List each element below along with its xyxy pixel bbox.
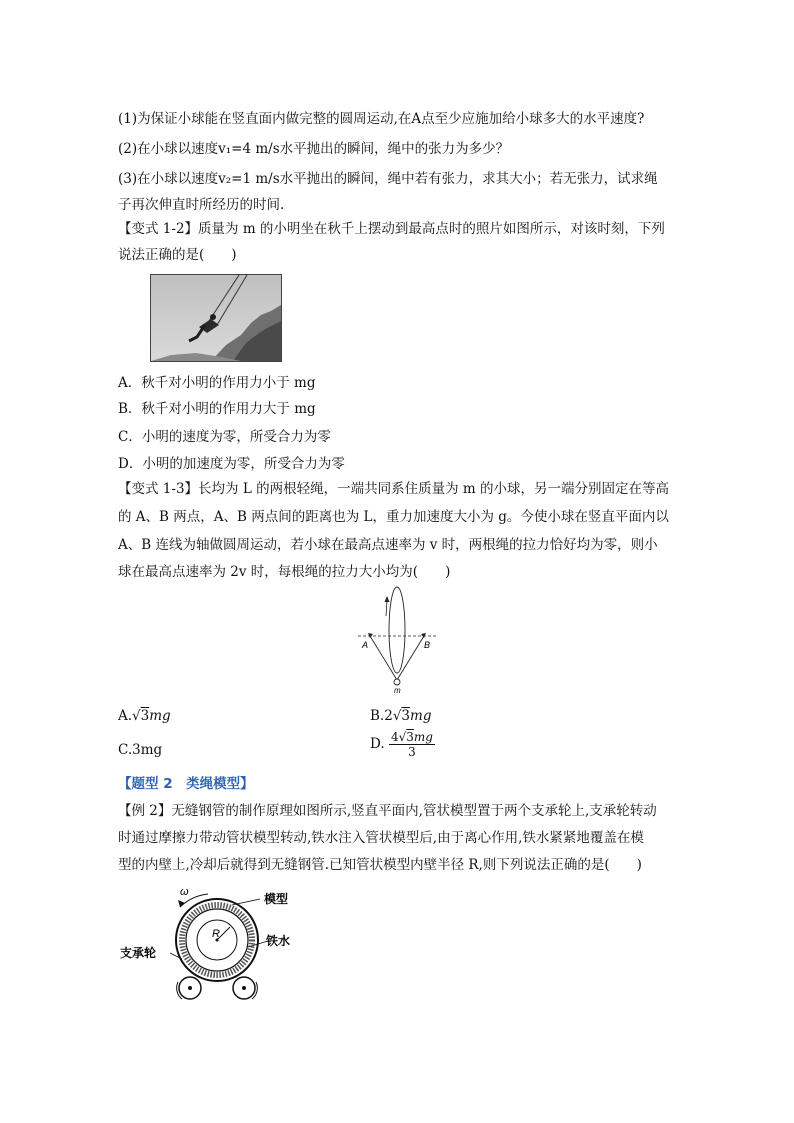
ball bbox=[394, 679, 400, 685]
label-b: B bbox=[424, 640, 431, 650]
variant-1-2-option-d: D．小明的加速度为零，所受合力为零 bbox=[118, 456, 345, 472]
example-2-stem-line-1: 【例 2】无缝钢管的制作原理如图所示,竖直平面内,管状模型置于两个支承轮上,支承轮转动 bbox=[118, 803, 657, 819]
seamless-pipe-diagram bbox=[120, 885, 310, 1005]
option-a-root: 3 bbox=[140, 708, 150, 724]
section-title: 【题型 2 类绳模型】 bbox=[118, 776, 254, 792]
variant-1-2-stem-line-2: 说法正确的是( ) bbox=[118, 247, 237, 263]
anchor-b bbox=[421, 633, 426, 638]
molten-iron-label: 铁水 bbox=[266, 934, 291, 948]
rope-circle-diagram bbox=[352, 586, 442, 696]
option-a-suffix: mg bbox=[149, 708, 171, 724]
velocity-arrowhead bbox=[385, 596, 390, 602]
option-b-prefix: B.2 bbox=[370, 708, 393, 724]
velocity-arrow bbox=[386, 600, 387, 616]
variant-1-2-option-b: B．秋千对小明的作用力大于 mg bbox=[118, 401, 316, 417]
variant-1-3-stem-line-3: A、B 连线为轴做圆周运动，若小球在最高点速率为 v 时，两根绳的拉力恰好均为零，则小 bbox=[118, 537, 658, 553]
option-d-prefix: D. bbox=[370, 736, 385, 752]
variant-1-3-stem-line-4: 球在最高点速率为 2v 时，每根绳的拉力大小均为( ) bbox=[118, 564, 451, 580]
variant-1-2-option-a: A．秋千对小明的作用力小于 mg bbox=[118, 375, 316, 391]
question-part-1: (1)为保证小球能在竖直面内做完整的圆周运动,在A点至少应施加给小球多大的水平速度? bbox=[118, 111, 645, 127]
variant-1-2-stem-line-1: 【变式 1-2】质量为 m 的小明坐在秋千上摆动到最高点时的照片如图所示，对该时刻，下列 bbox=[118, 221, 665, 237]
radius-label: R bbox=[212, 928, 220, 940]
sqrt-sign: √ bbox=[392, 708, 402, 724]
label-m: m bbox=[394, 686, 401, 695]
model-label: 模型 bbox=[264, 892, 289, 906]
omega-label: ω bbox=[180, 886, 189, 898]
option-d-root: 3 bbox=[406, 730, 414, 744]
option-d-denominator: 3 bbox=[408, 745, 416, 759]
variant-1-3-option-d bbox=[370, 730, 435, 759]
example-2-stem-line-2: 时通过摩擦力带动管状模型转动,铁水注入管状模型后,由于离心作用,铁水紧紧地覆盖在模 bbox=[118, 830, 644, 846]
option-d-num-suffix: mg bbox=[413, 730, 433, 744]
example-2-stem-line-3: 型的内壁上,冷却后就得到无缝钢管.已知管状模型内壁半径 R,则下列说法正确的是( ) bbox=[118, 857, 642, 873]
question-part-2: (2)在小球以速度v₁=4 m/s水平抛出的瞬间，绳中的张力为多少？ bbox=[118, 141, 510, 157]
variant-1-2-option-c: C．小明的速度为零，所受合力为零 bbox=[118, 429, 331, 445]
sqrt-sign: √ bbox=[132, 708, 141, 724]
anchor-a bbox=[368, 633, 373, 638]
variant-1-3-stem-line-1: 【变式 1-3】长均为 L 的两根轻绳，一端共同系住质量为 m 的小球，另一端分别固定在等高 bbox=[118, 481, 669, 497]
option-b-root: 3 bbox=[401, 708, 411, 724]
label-a: A bbox=[362, 640, 369, 650]
support-wheel-label: 支承轮 bbox=[120, 946, 157, 960]
variant-1-3-stem-line-2: 的 A、B 两点，A、B 两点间的距离也为 L，重力加速度大小为 g。今使小球在竖直平面内以 bbox=[118, 509, 669, 525]
swing-photo-image bbox=[151, 275, 281, 361]
option-b-suffix: mg bbox=[410, 708, 432, 724]
sqrt-sign: √ bbox=[398, 730, 407, 744]
wheel-hub bbox=[188, 986, 192, 990]
option-d-numerator bbox=[389, 730, 435, 745]
variant-1-3-option-b bbox=[370, 707, 431, 725]
rope-a bbox=[370, 636, 397, 680]
option-a-prefix: A. bbox=[118, 708, 133, 724]
variant-1-3-option-c: C.3mg bbox=[118, 742, 163, 758]
swing-photo bbox=[150, 274, 282, 362]
model-leader-line bbox=[232, 899, 260, 905]
circular-path bbox=[389, 587, 405, 673]
question-part-3-line-2: 子再次伸直时所经历的时间. bbox=[118, 197, 285, 213]
wheel-hub bbox=[242, 986, 246, 990]
question-part-3-line-1: (3)在小球以速度v₂=1 m/s水平抛出的瞬间，绳中若有张力，求其大小；若无张力，试求绳 bbox=[118, 171, 658, 187]
option-d-coef: 4 bbox=[390, 730, 399, 744]
option-d-fraction bbox=[389, 730, 435, 759]
variant-1-3-option-a bbox=[118, 707, 171, 725]
rope-b bbox=[397, 636, 424, 680]
